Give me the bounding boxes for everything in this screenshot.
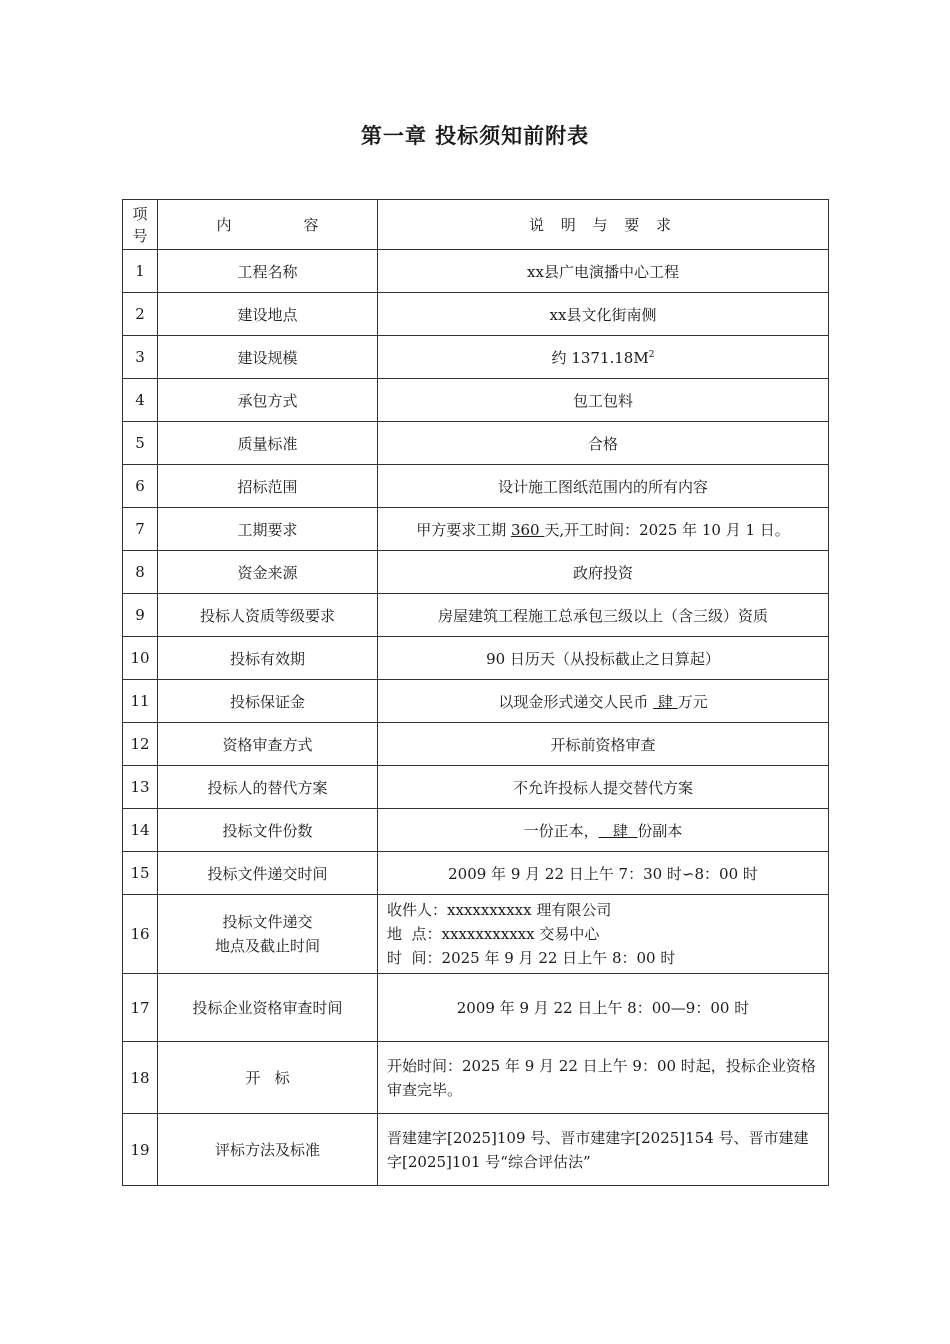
row-desc-underlined: 360 — [510, 520, 545, 539]
row-desc: 合格 — [378, 422, 829, 465]
table-row — [123, 379, 829, 422]
row-desc-underlined: 肆 — [598, 821, 638, 840]
table-row — [123, 680, 829, 723]
row-no: 11 — [123, 680, 158, 723]
row-item: 建设地点 — [158, 293, 378, 336]
row-no: 3 — [123, 336, 158, 379]
row-no: 17 — [123, 974, 158, 1042]
table-row — [123, 974, 829, 1042]
row-desc-sup: 2 — [648, 349, 655, 360]
header-content-a: 内 — [216, 216, 232, 234]
row-desc: 晋建建字[2025]109 号、晋市建建字[2025]154 号、晋市建建字[2025]101 号“综合评估法” — [378, 1114, 829, 1186]
header-no-line2: 号 — [132, 226, 148, 245]
row-no: 13 — [123, 766, 158, 809]
row-item: 投标企业资格审查时间 — [158, 974, 378, 1042]
row-no: 6 — [123, 465, 158, 508]
row-desc — [378, 809, 829, 852]
row-desc: 2009 年 9 月 22 日上午 8：00—9：00 时 — [378, 974, 829, 1042]
row-no: 5 — [123, 422, 158, 465]
row-desc: 开标前资格审查 — [378, 723, 829, 766]
row-desc-pre: 一份正本， — [523, 821, 599, 840]
row-desc — [378, 895, 829, 974]
row-desc: 开始时间：2025 年 9 月 22 日上午 9：00 时起，投标企业资格审查完毕。 — [378, 1042, 829, 1114]
table-row — [123, 422, 829, 465]
table-row — [123, 637, 829, 680]
table-row — [123, 250, 829, 293]
row-item: 投标有效期 — [158, 637, 378, 680]
table-row — [123, 465, 829, 508]
row-no: 1 — [123, 250, 158, 293]
row-item — [158, 895, 378, 974]
row-no: 10 — [123, 637, 158, 680]
table-row — [123, 551, 829, 594]
row-desc: 不允许投标人提交替代方案 — [378, 766, 829, 809]
row-no: 19 — [123, 1114, 158, 1186]
row-desc-post: 份副本 — [637, 821, 683, 840]
row-item: 工程名称 — [158, 250, 378, 293]
row-item: 招标范围 — [158, 465, 378, 508]
header-content-b: 容 — [303, 216, 319, 234]
table-row — [123, 1042, 829, 1114]
row-item: 投标人资质等级要求 — [158, 594, 378, 637]
table-row — [123, 293, 829, 336]
row-desc: 2009 年 9 月 22 日上午 7：30 时∽8：00 时 — [378, 852, 829, 895]
row-item: 质量标准 — [158, 422, 378, 465]
row-item: 建设规模 — [158, 336, 378, 379]
row-item: 投标保证金 — [158, 680, 378, 723]
header-desc-text: 说 明 与 要 求 — [528, 216, 678, 234]
row-desc — [378, 508, 829, 551]
row-desc: 90 日历天（从投标截止之日算起） — [378, 637, 829, 680]
row-no: 18 — [123, 1042, 158, 1114]
row-no: 15 — [123, 852, 158, 895]
row-desc-post: 万元 — [677, 692, 708, 711]
row-desc-pre: 以现金形式递交人民币 — [498, 692, 654, 711]
page-title: 第一章 投标须知前附表 — [360, 123, 590, 148]
table-row — [123, 766, 829, 809]
table-row — [123, 895, 829, 974]
row-item: 工期要求 — [158, 508, 378, 551]
row-item: 投标人的替代方案 — [158, 766, 378, 809]
header-desc — [378, 200, 829, 250]
row-desc — [378, 680, 829, 723]
row-item: 承包方式 — [158, 379, 378, 422]
row-desc-line2: 地 点：xxxxxxxxxxx 交易中心 — [387, 925, 600, 943]
table-header-row — [123, 200, 829, 250]
table-row — [123, 1114, 829, 1186]
table-row — [123, 336, 829, 379]
row-no: 2 — [123, 293, 158, 336]
row-desc: xx县广电演播中心工程 — [378, 250, 829, 293]
header-no-line1: 项 — [132, 204, 148, 223]
row-desc-post: 天,开工时间：2025 年 10 月 1 日。 — [544, 520, 790, 539]
row-item: 资金来源 — [158, 551, 378, 594]
row-desc: 包工包料 — [378, 379, 829, 422]
row-desc-pre: 甲方要求工期 — [416, 520, 511, 539]
table-row — [123, 723, 829, 766]
row-no: 12 — [123, 723, 158, 766]
row-no: 9 — [123, 594, 158, 637]
row-desc-line1: 收件人：xxxxxxxxxx 理有限公司 — [387, 901, 612, 919]
row-no: 8 — [123, 551, 158, 594]
header-content — [158, 200, 378, 250]
row-item-line1: 投标文件递交 — [222, 913, 313, 931]
row-no: 16 — [123, 895, 158, 974]
row-desc: 政府投资 — [378, 551, 829, 594]
row-item: 投标文件递交时间 — [158, 852, 378, 895]
row-item-line2: 地点及截止时间 — [214, 937, 320, 955]
bid-info-table — [122, 199, 829, 1186]
row-desc: 房屋建筑工程施工总承包三级以上（含三级）资质 — [378, 594, 829, 637]
row-desc-underlined: 肆 — [653, 692, 678, 711]
table-row — [123, 852, 829, 895]
header-no — [123, 200, 158, 250]
row-desc: 设计施工图纸范围内的所有内容 — [378, 465, 829, 508]
table-row — [123, 809, 829, 852]
row-item: 投标文件份数 — [158, 809, 378, 852]
row-no: 4 — [123, 379, 158, 422]
row-item: 资格审查方式 — [158, 723, 378, 766]
table-row — [123, 594, 829, 637]
row-item: 评标方法及标准 — [158, 1114, 378, 1186]
row-no: 14 — [123, 809, 158, 852]
row-desc-text: 约 1371.18M — [551, 348, 649, 367]
row-item: 开 标 — [158, 1042, 378, 1114]
row-no: 7 — [123, 508, 158, 551]
row-desc-line3: 时 间：2025 年 9 月 22 日上午 8：00 时 — [387, 949, 676, 967]
row-desc — [378, 336, 829, 379]
table-row — [123, 508, 829, 551]
row-desc: xx县文化街南侧 — [378, 293, 829, 336]
